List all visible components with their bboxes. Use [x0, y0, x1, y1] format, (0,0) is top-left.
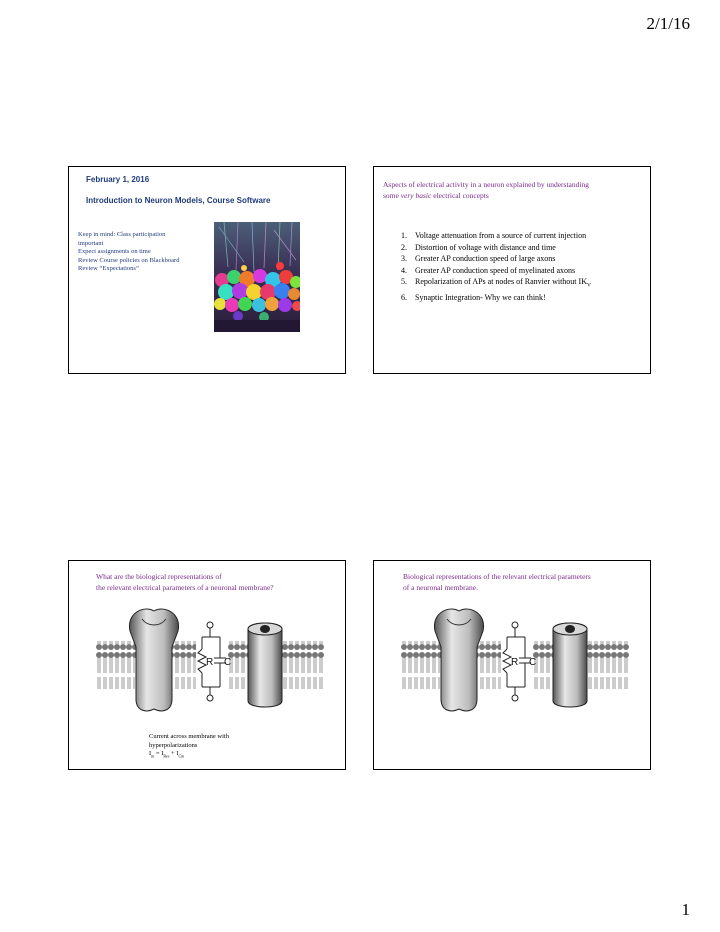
heading-line-1: Aspects of electrical activity in a neuron explained by understanding — [383, 180, 589, 189]
list-number: 2. — [401, 242, 407, 252]
membrane-channel-diagram — [401, 603, 629, 727]
list-number: 3. — [401, 254, 407, 263]
list-item — [401, 230, 646, 242]
list-text: Synaptic Integration- Why we can think! — [415, 293, 546, 303]
circuit-c-label: C — [224, 657, 232, 668]
slide-1-notes — [78, 231, 218, 274]
circuit-c-label: C — [529, 657, 537, 668]
list-item — [401, 265, 646, 277]
caption-equation — [149, 750, 229, 761]
note-line: Review “Expectations” — [78, 265, 139, 272]
slide-1-title: Introduction to Neuron Models, Course Software — [86, 196, 271, 205]
heading-line-1: Biological representations of the relevant electrical parameters — [403, 572, 591, 581]
eq-sub: Cm — [178, 753, 185, 759]
slide-4 — [373, 560, 651, 770]
slide-3-caption — [149, 733, 229, 761]
note-line: Review Course policies on Blackboard — [78, 256, 180, 264]
slide-2-heading — [383, 179, 648, 201]
list-number: 5. — [401, 277, 407, 286]
list-item — [401, 253, 646, 265]
caption-line-1: Current across membrane with — [149, 733, 229, 740]
list-text: Voltage attenuation from a source of current injection — [415, 231, 587, 240]
note-line: important — [78, 239, 104, 247]
list-text: Greater AP conduction speed of large axons — [415, 254, 556, 263]
heading-line-2: of a neuronal membrane. — [403, 583, 478, 592]
list-number: 1. — [401, 231, 407, 240]
slide-2 — [373, 166, 651, 374]
heading-text: some — [383, 191, 401, 200]
eq-sub: m — [151, 753, 155, 759]
list-item — [401, 242, 646, 254]
slide-4-heading — [403, 571, 651, 593]
eq-term: = I — [154, 750, 164, 757]
page-number: 1 — [681, 900, 690, 919]
slide-3 — [68, 560, 346, 770]
list-item — [401, 276, 646, 292]
list-number: 6. — [401, 293, 407, 303]
eq-term: I — [149, 750, 152, 757]
note-line: Keep in mind: Class participation — [78, 231, 166, 238]
page-date: 2/1/16 — [646, 14, 690, 33]
slide-3-question — [96, 571, 344, 593]
heading-line-2 — [383, 190, 648, 201]
neuron-micrograph-image — [214, 222, 300, 332]
heading-text: electrical concepts — [431, 191, 489, 200]
list-subscript: V — [586, 282, 591, 289]
circuit-r-label: R — [511, 657, 519, 668]
slide-1 — [68, 166, 346, 374]
slide-1-date: February 1, 2016 — [86, 175, 150, 184]
list-text: Greater AP conduction speed of myelinated axons — [415, 265, 576, 275]
list-item — [401, 292, 646, 304]
eq-sub: Res — [163, 753, 170, 759]
membrane-channel-diagram — [96, 603, 324, 727]
question-line-1: What are the biological representations of — [96, 572, 222, 581]
circuit-r-label: R — [206, 657, 214, 668]
caption-line-2: hyperpolarizations — [149, 741, 198, 749]
list-text: Distortion of voltage with distance and time — [415, 242, 556, 252]
list-text: Repolarization of APs at nodes of Ranvier without IK — [415, 277, 587, 286]
slide-2-list — [401, 230, 646, 304]
question-line-2: the relevant electrical parameters of a neuronal membrane? — [96, 583, 274, 592]
note-line: Expect assignments on time — [78, 248, 151, 255]
list-number: 4. — [401, 265, 407, 275]
heading-emphasis: very basic — [400, 191, 432, 200]
eq-term: + I — [169, 750, 179, 757]
